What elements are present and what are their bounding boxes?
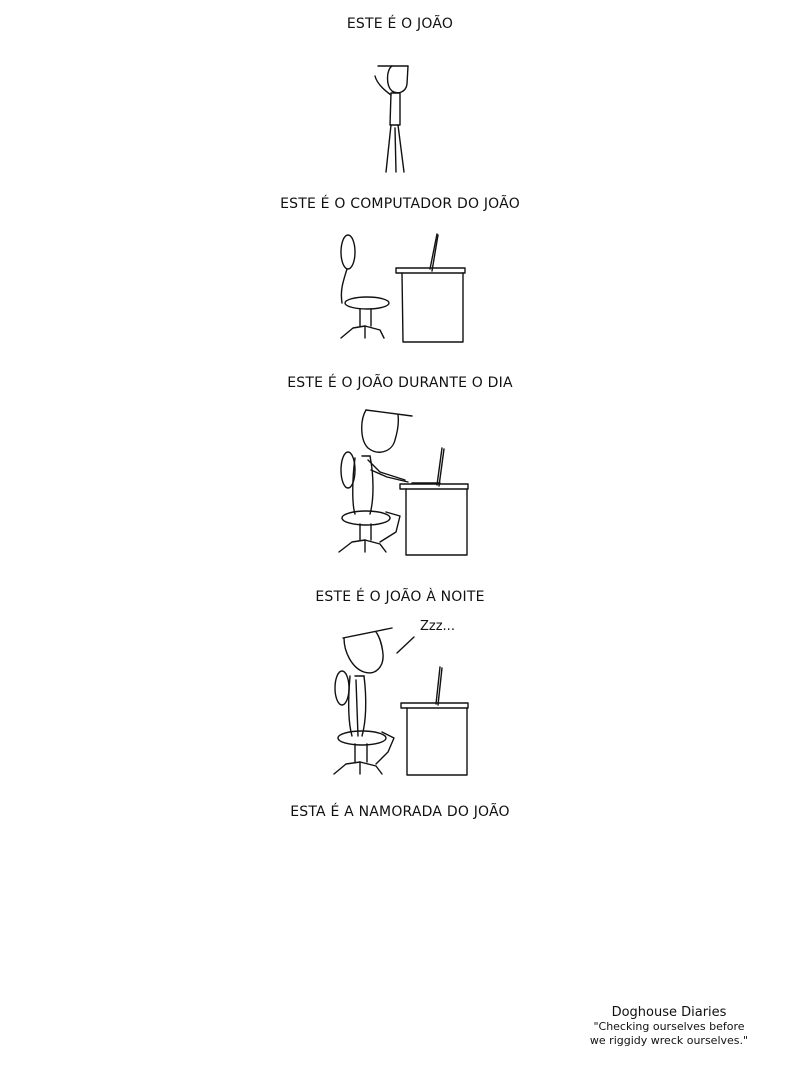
desk-with-laptop xyxy=(400,448,468,555)
caption-panel-4: ESTE É O JOÃO À NOITE xyxy=(315,589,485,605)
credit-title: Doghouse Diaries xyxy=(611,1005,727,1020)
office-chair xyxy=(341,235,389,338)
caption-panel-3: ESTE É O JOÃO DURANTE O DIA xyxy=(287,375,513,391)
desk-with-laptop xyxy=(396,234,465,342)
stick-figure-sleeping xyxy=(334,628,414,774)
credit-tagline-line-2: we riggidy wreck ourselves." xyxy=(589,1034,749,1047)
stick-figure-standing xyxy=(375,66,408,172)
caption-panel-5: ESTA É A NAMORADA DO JOÃO xyxy=(290,804,510,820)
speech-zzz: Zzz... xyxy=(420,619,455,634)
credit-tagline-line-1: "Checking ourselves before xyxy=(593,1020,745,1033)
desk-with-laptop xyxy=(401,667,468,775)
comic-credit xyxy=(584,1005,754,1048)
caption-panel-2: ESTE É O COMPUTADOR DO JOÃO xyxy=(280,196,520,212)
stick-figure-working xyxy=(339,410,412,552)
caption-panel-1: ESTE É O JOÃO xyxy=(346,16,454,32)
